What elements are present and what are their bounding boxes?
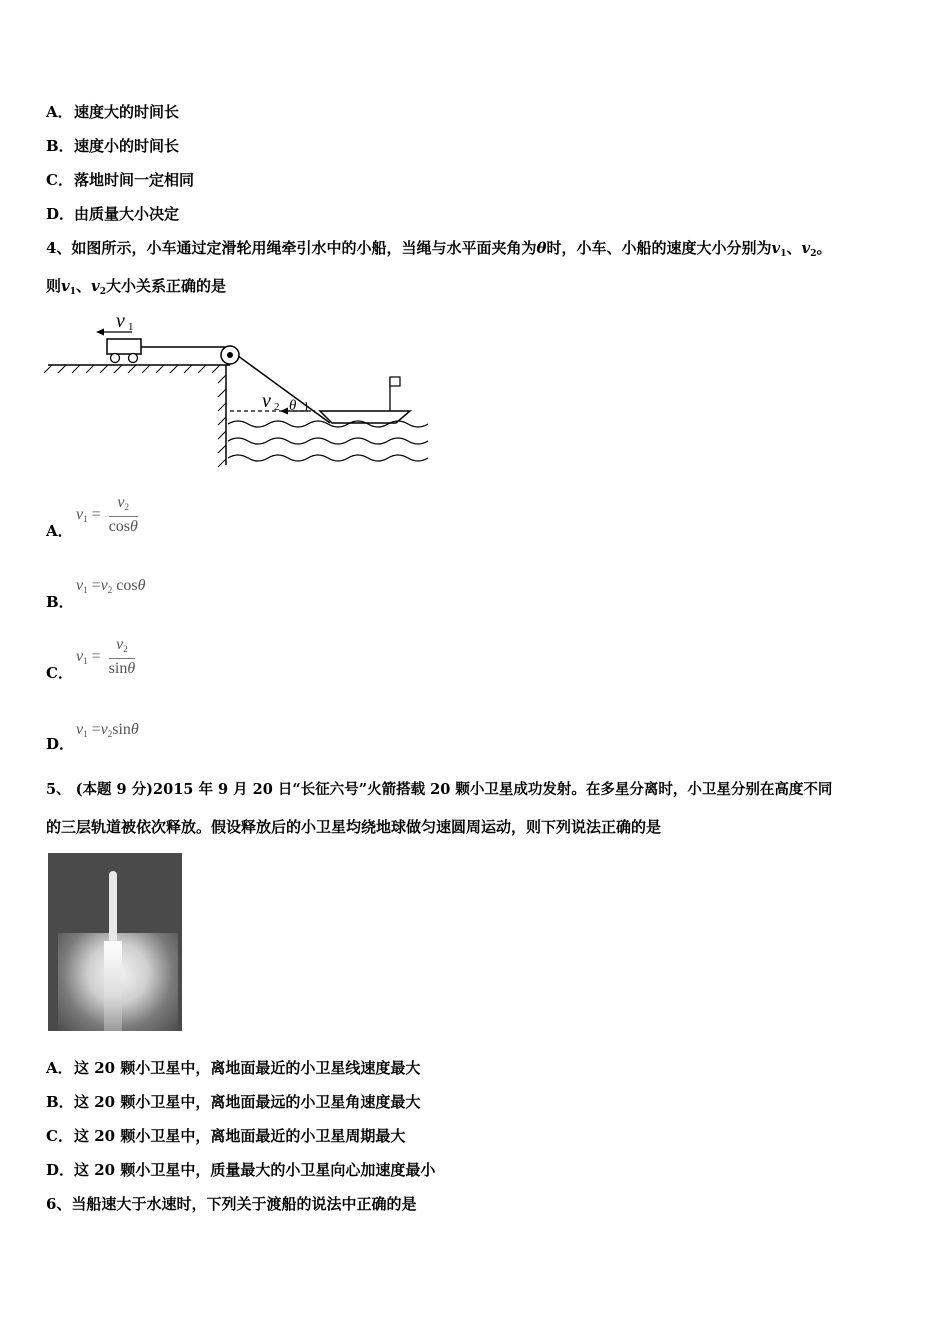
q5-stem-line2: 的三层轨道被依次释放。假设释放后的小卫星均绕地球做匀速圆周运动，则下列说法正确的是 bbox=[46, 818, 662, 836]
q4-option-a-label: A． bbox=[46, 522, 73, 540]
v2-sub: 2 bbox=[274, 401, 280, 413]
q4-option-d-label: D． bbox=[46, 735, 75, 753]
q5-option-c: C．这 20 颗小卫星中，离地面最近的小卫星周期最大 bbox=[46, 1127, 406, 1145]
q3-option-d: D．由质量大小决定 bbox=[46, 205, 180, 223]
q4-stem-line1: 4、如图所示，小车通过定滑轮用绳牵引水中的小船，当绳与水平面夹角为θ时，小车、小船的速度大小分别为$v_1$、$v_2$。 bbox=[46, 239, 832, 259]
q5-option-d: D．这 20 颗小卫星中，质量最大的小卫星向心加速度最小 bbox=[46, 1161, 436, 1179]
v1-sub: 1 bbox=[128, 321, 134, 333]
cart bbox=[107, 339, 141, 363]
q4-option-c-label: C． bbox=[46, 664, 73, 682]
q4-option-b-formula: $v_1 =v_2$ cosθ bbox=[76, 577, 146, 595]
q4-option-a-formula: $v_1$ = $\frac{v_2}{\cos\theta}$ bbox=[76, 494, 138, 535]
flag bbox=[390, 377, 400, 386]
q4-option-b-label: B． bbox=[46, 593, 74, 611]
q4-stem-line2: 则$v_1$、$v_2$大小关系正确的是 bbox=[46, 277, 227, 297]
q5-stem-line1: 5、 (本题 9 分)2015 年 9 月 20 日“长征六号”火箭搭载 20 颗小卫星成功发射。在多星分离时，小卫星分别在高度不同 bbox=[46, 781, 833, 798]
v1-label: v bbox=[116, 310, 125, 332]
q5-option-a: A．这 20 颗小卫星中，离地面最近的小卫星线速度最大 bbox=[46, 1059, 421, 1077]
rocket-launch-photo bbox=[48, 853, 182, 1031]
q3-option-c: C．落地时间一定相同 bbox=[46, 171, 195, 189]
q4-option-d-formula: $v_1 =v_2\sin\theta$ bbox=[76, 721, 139, 739]
q6-stem-line1: 6、当船速大于水速时，下列关于渡船的说法中正确的是 bbox=[46, 1195, 417, 1213]
q3-option-a: A．速度大的时间长 bbox=[46, 103, 180, 121]
q4-option-c-formula: $v_1$ = $\frac{v_2}{\sin\theta}$ bbox=[76, 636, 136, 677]
q5-option-b: B．这 20 颗小卫星中，离地面最远的小卫星角速度最大 bbox=[46, 1093, 421, 1111]
q4-pulley-diagram bbox=[40, 305, 430, 470]
q3-option-b: B．速度小的时间长 bbox=[46, 137, 180, 155]
theta-label: θ bbox=[289, 398, 297, 414]
v2-label: v bbox=[262, 390, 271, 412]
